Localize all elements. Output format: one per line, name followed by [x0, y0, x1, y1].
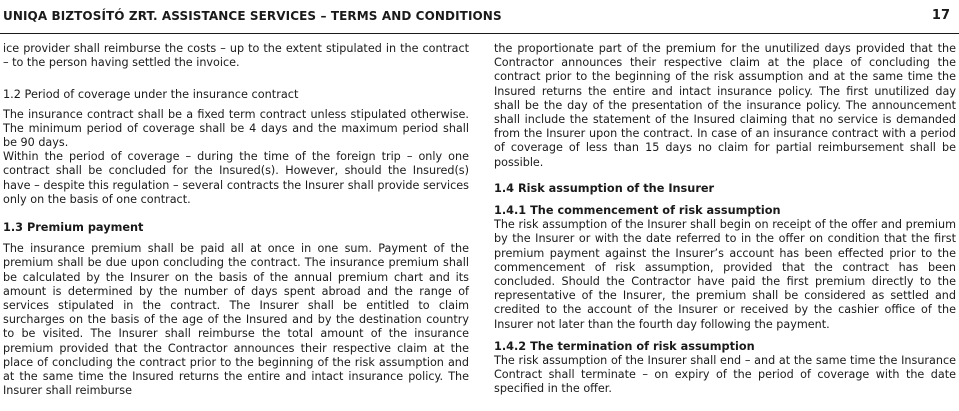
heading-1-4: 1.4 Risk assumption of the Insurer	[494, 181, 715, 195]
paragraph-coverage-term: The insurance contract shall be a fixed term contract unless stipulated otherwise. The minimum period of coverage shall be 4 days and the maximum period shall be 90 days.	[3, 107, 469, 150]
paragraph-one-contract: Within the period of coverage – during the time of the foreign trip – only one contract shall be concluded for the Insured(s). However, should the Insured(s) have – despite this regulation – several contracts the Insurer shall provide services only on the basis of one contract.	[3, 150, 469, 206]
heading-1-2: 1.2 Period of coverage under the insurance contract	[3, 88, 299, 102]
page-header	[0, 0, 959, 34]
header-title: UNIQA BIZTOSÍTÓ ZRT. ASSISTANCE SERVICES – TERMS AND CONDITIONS	[3, 9, 502, 23]
paragraph-premium-payment: The insurance premium shall be paid all at once in one sum. Payment of the premium shall be due upon concluding the contract. The insurance premium shall be calculated by the Insurer on the basis of the annual premium chart and its amount is determined by the number of days spent abroad and the range of services stipulated in the contract. The Insurer shall be entitled to claim surcharges on the basis of the age of the Insured and by the destination country to be visited. The Insurer shall reimburse the total amount of the insurance premium provided that the Contractor announces their respective claim at the place of concluding the contract prior to the beginning of the risk assumption and at the same time the Insured returns the entire and intact insurance policy. The Insurer shall reimburse	[3, 242, 469, 398]
right-column	[494, 42, 956, 397]
paragraph-risk-commencement: The risk assumption of the Insurer shall begin on receipt of the offer and premium by the Insurer or with the date referred to in the offer on condition that the first premium payment against the Insurer’s account has been effected prior to the commencement of risk assumption, provided that the contract has been concluded. Should the Contractor have paid the first premium directly to the representative of the Insurer, the premium shall be considered as settled and credited to the account of the Insurer or received by the cashier office of the Insurer not later than the fourth day following the payment.	[494, 218, 956, 331]
paragraph-continuation: ice provider shall reimburse the costs – up to the extent stipulated in the contract – to the person having settled the invoice.	[3, 42, 469, 70]
page-number: 17	[931, 8, 950, 23]
heading-1-4-1: 1.4.1 The commencement of risk assumption	[494, 204, 781, 218]
heading-1-3: 1.3 Premium payment	[3, 221, 144, 235]
paragraph-reimbursement-continuation: the proportionate part of the premium for the unutilized days provided that the Contractor announces their respective claim at the place of concluding the contract prior to the beginning of the risk assumption and at the same time the Insured returns the entire and intact insurance policy. The first unutilized day shall be the day of the presentation of the insurance policy. The announcement shall include the statement of the Insured claiming that no service is demanded from the Insurer upon the contract. In case of an insurance contract with a period of coverage of less than 15 days no claim for partial reimbursement shall be possible.	[494, 42, 956, 169]
paragraph-risk-termination: The risk assumption of the Insurer shall end – and at the same time the Insurance Contract shall terminate – on expiry of the period of coverage with the date specified in the offer.	[494, 354, 956, 396]
left-column	[3, 42, 469, 398]
heading-1-4-2: 1.4.2 The termination of risk assumption	[494, 339, 755, 353]
